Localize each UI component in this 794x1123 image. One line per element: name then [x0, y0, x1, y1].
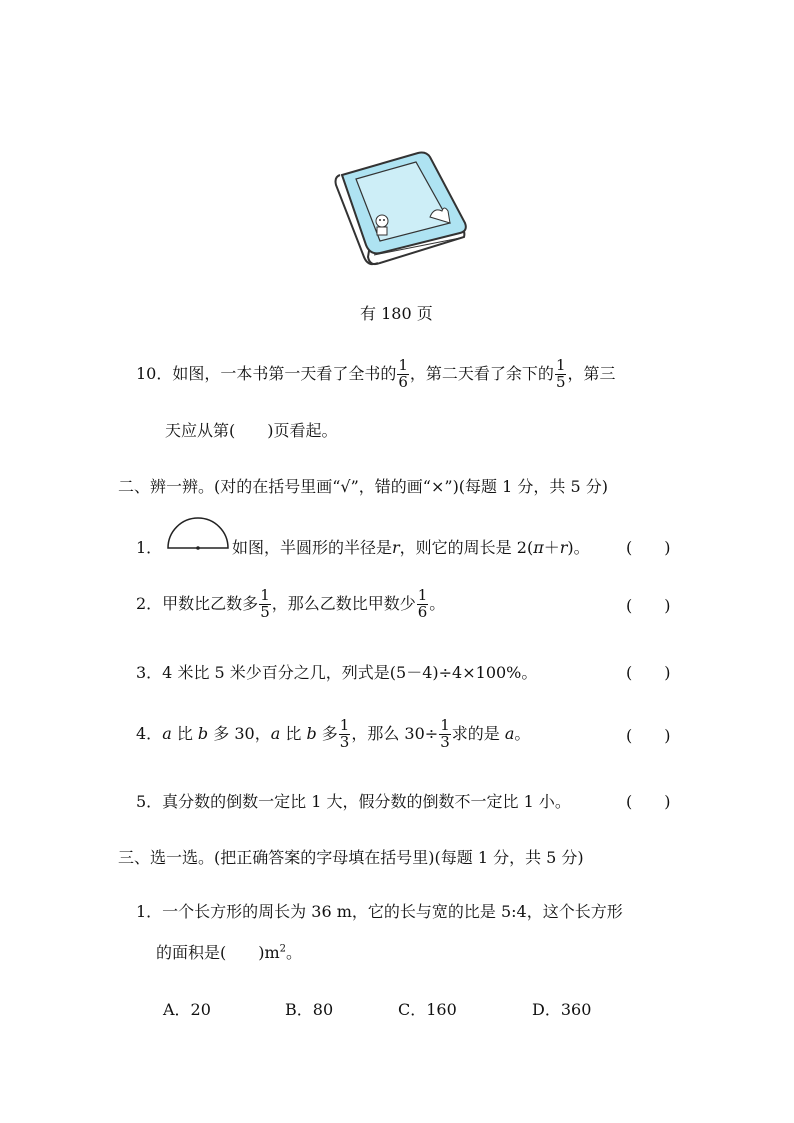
s2-q4-b1: b [197, 723, 209, 743]
s2-q4-f1-num: 1 [339, 716, 350, 734]
s3-q1-option-a[interactable]: A．20 [163, 1000, 211, 1019]
s2-q2-answer-paren[interactable]: ( ) [626, 596, 671, 615]
s3-q1-line1: 1．一个长方形的周长为 36 m，它的长与宽的比是 5:4，这个长方形 [136, 902, 623, 921]
s3-q1-sup: 2 [279, 943, 287, 955]
s3-q1-option-d[interactable]: D．360 [532, 1000, 592, 1019]
s2-q4-f1-den: 3 [339, 732, 350, 751]
q10-f2-num: 1 [555, 356, 566, 374]
s2-q4-a1: a [162, 723, 172, 743]
s2-q1-r2: r [559, 538, 568, 557]
s2-q4-num: 4． [136, 723, 163, 743]
s2-q2-fraction-2 [417, 588, 429, 621]
s3-q1-option-c[interactable]: C．160 [398, 1000, 457, 1019]
s2-q4-b2: b [306, 723, 317, 743]
q10-f1-num: 1 [398, 356, 408, 374]
section3-heading: 三、选一选。(把正确答案的字母填在括号里)(每题 1 分，共 5 分) [118, 848, 584, 867]
mascot-icon [376, 215, 388, 235]
s2-q1-pi: π [533, 538, 544, 557]
s3-q1-line2-b: 。 [286, 943, 303, 962]
s2-q1 [136, 535, 162, 558]
q10-line2: 天应从第( )页看起。 [165, 421, 338, 440]
s2-q4-t5: ，那么 30÷ [351, 723, 439, 743]
s2-q4-t4: 多 [316, 723, 338, 743]
s2-q1-plus: ＋ [543, 538, 560, 557]
s2-q3-answer-paren[interactable]: ( ) [626, 663, 671, 682]
s2-q1-text-c: )。 [567, 538, 590, 557]
s2-q4-t2: 多 30， [208, 723, 271, 743]
q10-suffix: ，第三 [567, 363, 616, 383]
section2-heading: 二、辨一辨。(对的在括号里画“√”，错的画“×”)(每题 1 分，共 5 分) [118, 477, 608, 496]
q10-fraction-1 [397, 358, 409, 391]
s2-q4-t3: 比 [280, 723, 307, 743]
s2-q4-f2-den: 3 [440, 732, 450, 751]
s3-q1-line2 [156, 940, 302, 963]
s2-q1-num: 1． [136, 538, 163, 557]
q10-prefix: 10．如图，一本书第一天看了全书的 [136, 363, 397, 383]
s2-q4 [136, 718, 530, 751]
s2-q4-a3: a [504, 723, 515, 743]
s2-q2-text-a: 2．甲数比乙数多 [136, 593, 259, 613]
s2-q5: 5．真分数的倒数一定比 1 大，假分数的倒数不一定比 1 小。 [136, 792, 571, 811]
s2-q5-answer-paren[interactable]: ( ) [626, 792, 671, 811]
s2-q2-f1-den: 5 [260, 602, 270, 621]
q10-f2-den: 5 [555, 372, 566, 391]
s2-q4-fraction-1 [339, 718, 351, 751]
book-illustration [330, 145, 475, 280]
figure-caption: 有 180 页 [360, 304, 433, 323]
s2-q2-text-c: 。 [429, 593, 446, 613]
s3-q1-option-b[interactable]: B．80 [285, 1000, 334, 1019]
q10-f1-den: 6 [398, 372, 408, 391]
s2-q4-a2: a [270, 723, 281, 743]
s2-q4-t1: 比 [171, 723, 198, 743]
s2-q1-r: r [392, 538, 400, 557]
s2-q2-f2-den: 6 [417, 602, 428, 621]
s2-q4-f2-num: 1 [440, 716, 450, 734]
s2-q1-text [232, 535, 590, 558]
s2-q4-t6: 求的是 [451, 723, 505, 743]
s2-q1-text-b: ，则它的周长是 2( [399, 538, 534, 557]
s2-q1-answer-paren[interactable]: ( ) [626, 538, 671, 557]
s2-q2-text-b: ，那么乙数比甲数少 [271, 593, 416, 613]
s2-q4-t7: 。 [514, 723, 531, 743]
s2-q2-f1-num: 1 [260, 586, 270, 604]
s2-q3: 3．4 米比 5 米少百分之几，列式是(5－4)÷4×100%。 [136, 663, 538, 682]
q10-line1 [136, 358, 616, 391]
q10-fraction-2 [555, 358, 567, 391]
s2-q2-f2-num: 1 [417, 586, 428, 604]
s3-q1-line2-a: 的面积是( )m [156, 943, 280, 962]
s2-q2-fraction-1 [259, 588, 271, 621]
s2-q1-text-a: 如图，半圆形的半径是 [232, 538, 393, 557]
s2-q2 [136, 588, 445, 621]
q10-mid: ，第二天看了余下的 [409, 363, 554, 383]
s2-q4-fraction-2 [439, 718, 451, 751]
semicircle-figure [166, 516, 230, 552]
s2-q4-answer-paren[interactable]: ( ) [626, 726, 671, 745]
